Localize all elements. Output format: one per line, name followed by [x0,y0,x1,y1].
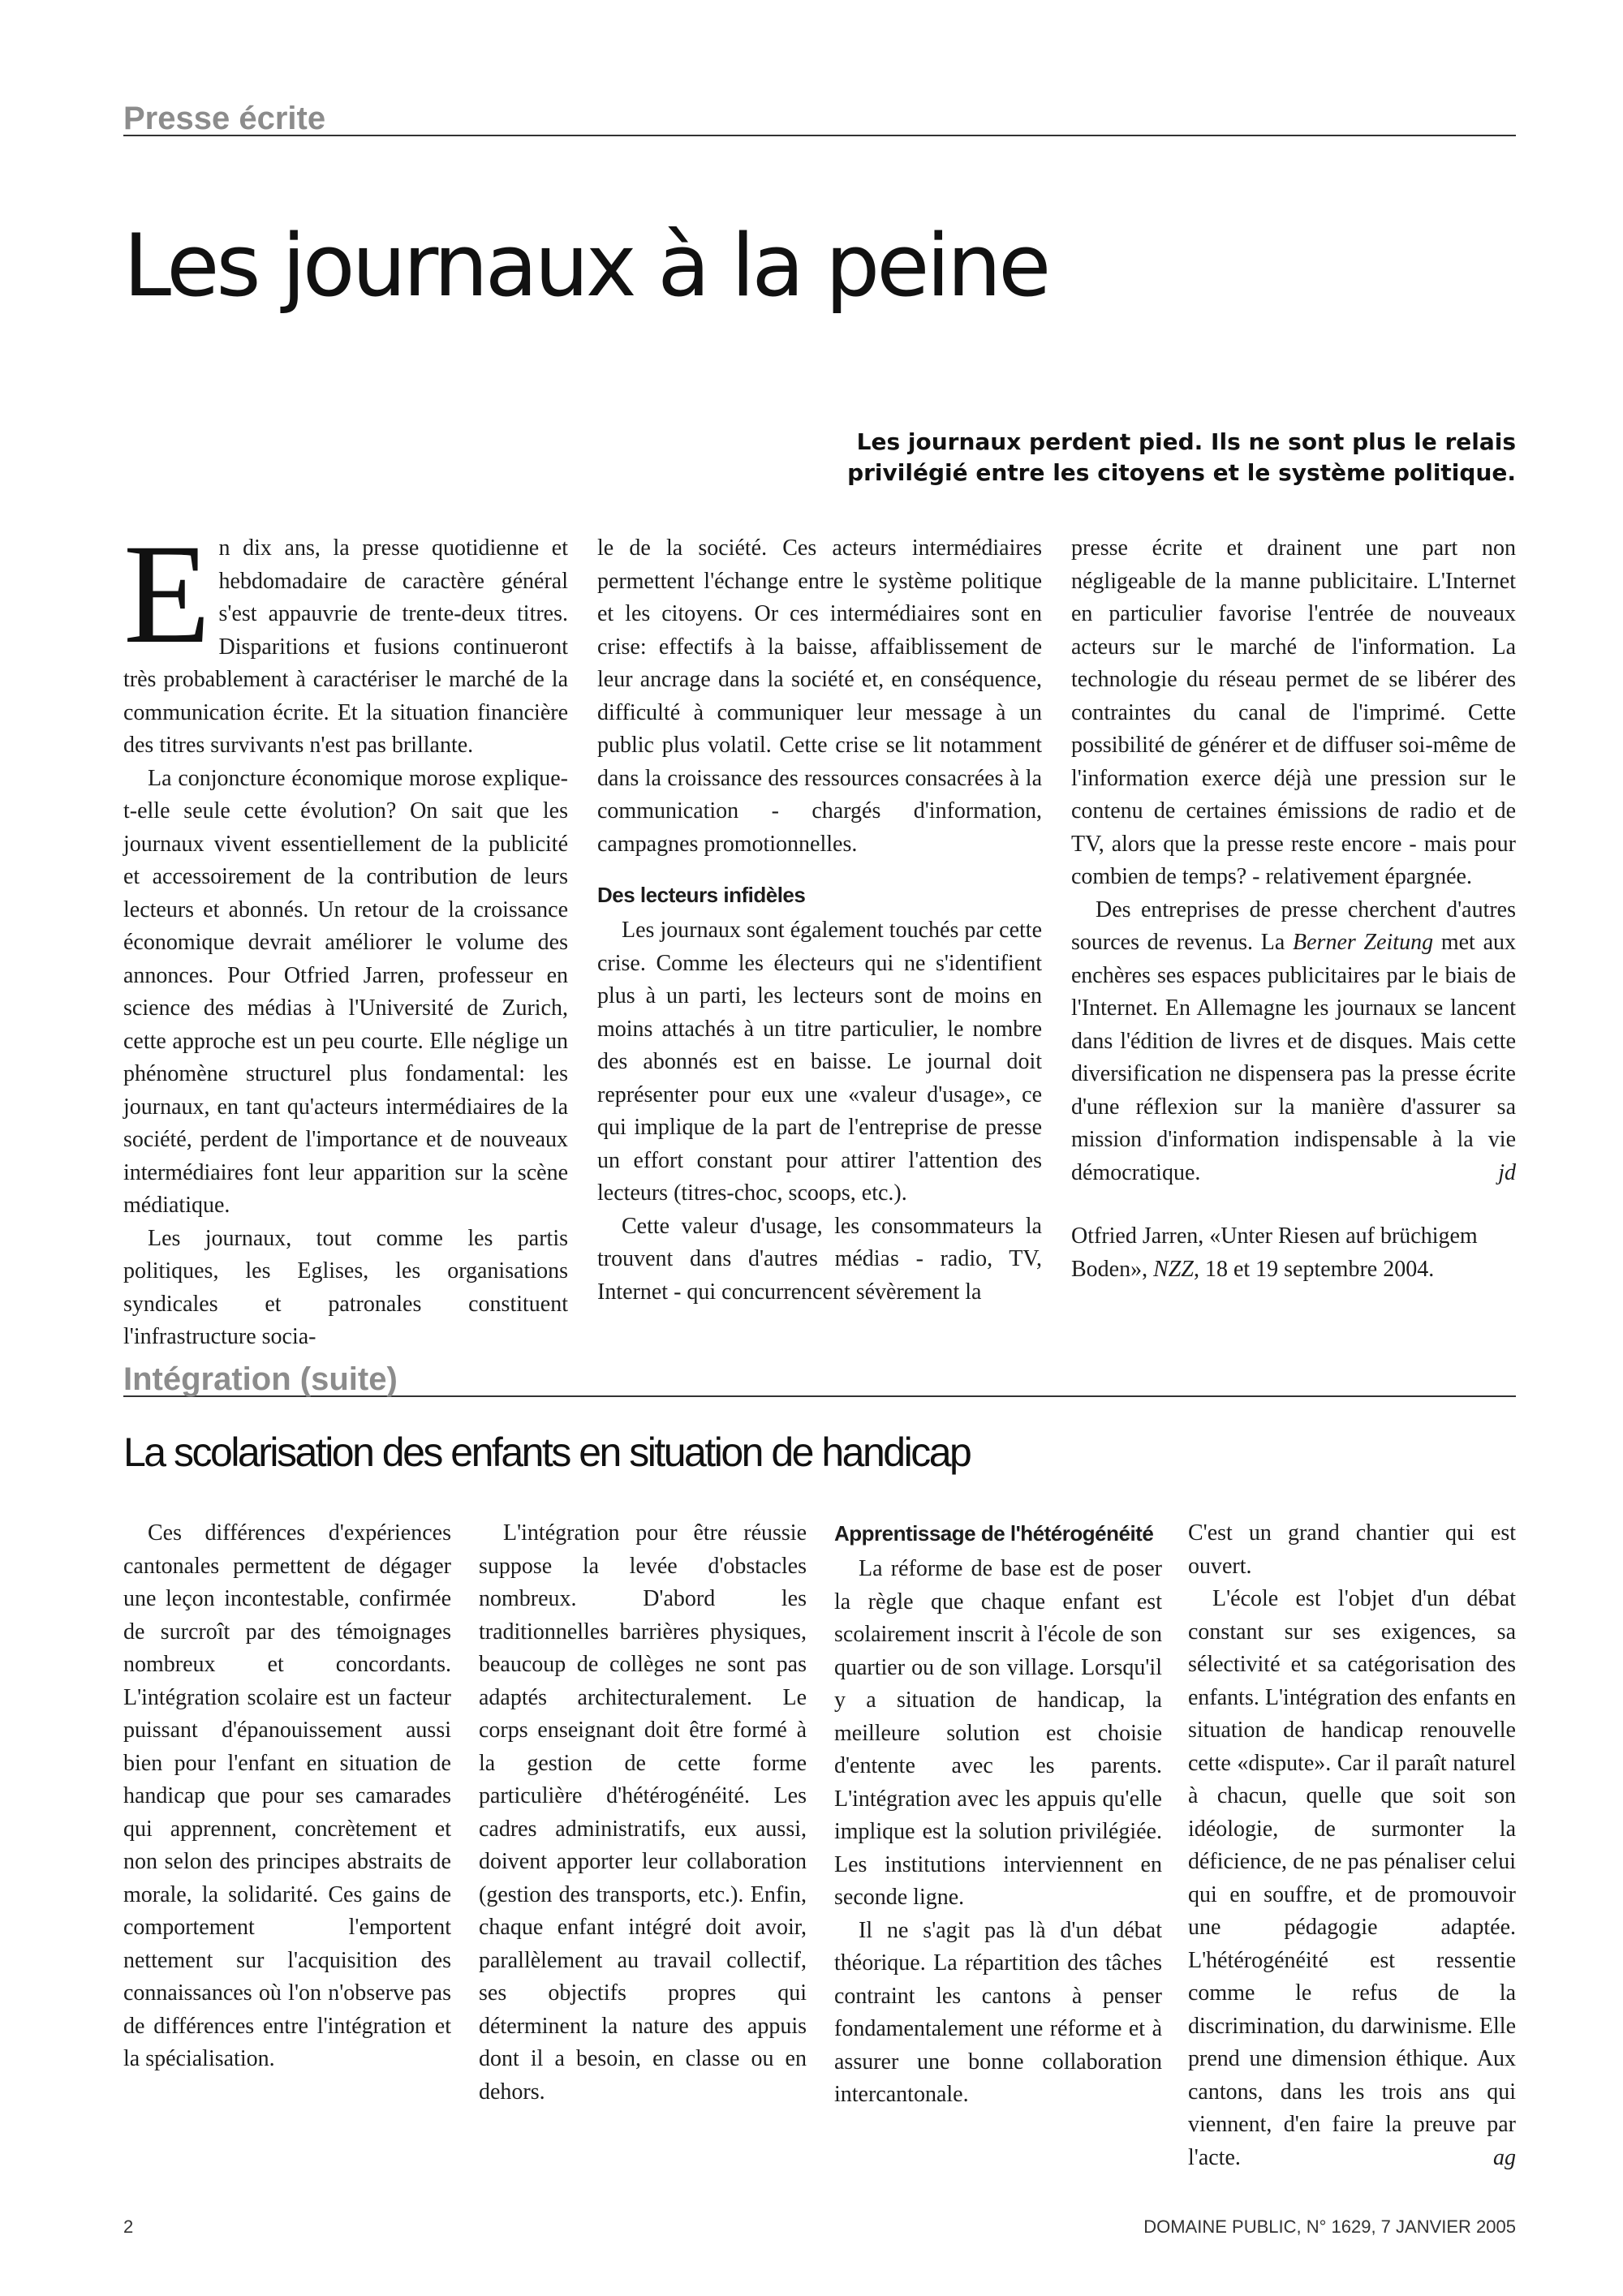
article2-column-3 [834,1517,1162,2112]
drop-cap: E [123,515,211,673]
publication-info: DOMAINE PUBLIC, N° 1629, 7 JANVIER 2005 [1143,2216,1516,2237]
article2-column-4 [1188,1517,1516,2174]
subheading: Des lecteurs infidèles [597,883,806,907]
paragraph: Cette valeur d'usage, les consommateurs la trouvent dans d'autres médias - radio, TV, Internet - qui concurrencent sévèrement la [597,1213,1042,1305]
paragraph: Il ne s'agit pas là d'un débat théorique. La répartition des tâches contraint les cantons à penser fondamentalement une réforme et à assurer une bonne collaboration intercantonale. [834,1917,1162,2107]
article-headline: Les journaux à la peine [123,216,1048,316]
paragraph: Les journaux, tout comme les partis politiques, les Eglises, les organisations syndicales et patronales constituent l'infrastructure socia- [123,1225,568,1349]
reference-note: Otfried Jarren, «Unter Riesen auf brüchigem Boden», NZZ, 18 et 19 septembre 2004. [1071,1223,1478,1282]
section-label: Presse écrite [123,101,326,136]
author-signature: jd [1498,1159,1516,1185]
paragraph: L'intégration pour être réussie suppose la levée d'obstacles nombreux. D'abord les traditionnelles barrières physiques, beaucoup de collèges ne sont pas adaptés architecturalement. Le corps enseignant doit être formé à la gestion de cette forme particulière d'hétérogénéité. Les cadres administratifs, eux aussi, doivent apporter leur collaboration (gestion des transports, etc.). Enfin, chaque enfant intégré doit avoir, parallèlement au travail collectif, ses objectifs propres qui déterminent la nature des appuis dont il a besoin, en classe ou en dehors. [479,1520,807,2105]
newspaper-name: Berner Zeitung [1293,930,1434,955]
article1-column-1 [123,515,568,1354]
paragraph: Les journaux sont également touchés par cette crise. Comme les électeurs qui ne s'identifient plus à un parti, les lecteurs sont de moins en moins attachés à un titre particulier, le nombre des abonnés est en baisse. Le journal doit représenter pour eux une «valeur d'usage», ce qui implique de la part de l'entreprise de presse un effort constant pour attirer l'attention des lecteurs (titres-choc, scoops, etc.). [597,918,1042,1206]
paragraph: Ces différences d'expériences cantonales permettent de dégager une leçon incontestable, confirmée de surcroît par des témoignages nombreux et concordants. L'intégration scolaire est un facteur puissant d'épanouissement aussi bien pour l'enfant en situation de handicap que pour ses camarades qui apprennent, concrètement et non selon des principes abstraits de morale, la solidarité. Ces gains de comportement l'emportent nettement sur l'acquisition des connaissances où l'on n'observe pas de différences entre l'intégration et la spécialisation. [123,1520,451,2071]
paragraph: En dix ans, la presse quotidienne et hebdomadaire de caractère général s'est appauvrie de trente-deux titres. Disparitions et fusions continueront très probablement à caractériser le marché de la communication écrite. Et la situation financière des titres survivants n'est pas brillante. [123,515,568,758]
article-lede [730,427,1516,488]
article1-column-2 [597,532,1042,1309]
section-label: Intégration (suite) [123,1361,398,1397]
section-header-integration [123,1357,1516,1397]
paragraph: C'est un grand chantier qui est ouvert. [1188,1520,1516,1579]
lede-line-2: privilégié entre les citoyens et le système politique. [847,459,1516,486]
lede-line-1: Les journaux perdent pied. Ils ne sont plus le relais [856,428,1516,455]
paragraph: La réforme de base est de poser la règle que chaque enfant est scolairement inscrit à l'école de son quartier ou de son village. Lorsqu'il y a situation de handicap, la meilleure solution est choisie d'entente avec les parents. L'intégration avec les appuis qu'elle implique est la solution privilégiée. Les institutions interviennent en seconde ligne. [834,1556,1162,1910]
author-signature: ag [1493,2144,1516,2170]
paragraph: le de la société. Ces acteurs intermédiaires permettent l'échange entre le système politique et les citoyens. Or ces intermédiaires sont en crise: effectifs à la baisse, affaiblissement de leur ancrage dans la société et, en conséquence, difficulté à communiquer leur message à un public plus volatil. Cette crise se lit notamment dans la croissance des ressources consacrées à la communication - chargés d'information, campagnes promotionnelles. [597,535,1042,857]
paragraph: L'école est l'objet d'un débat constant sur ses exigences, sa sélectivité et sa catégorisation des enfants. L'intégration des enfants en situation de handicap renouvelle cette «dispute». Car il paraît naturel à chacun, quelle que soit son idéologie, de surmonter la déficience, de ne pas pénaliser celui qui en souffre, et de promouvoir une pédagogie adaptée. L'hétérogénéité est ressentie comme le refus de la discrimination, du darwinisme. Elle prend une dimension éthique. Aux cantons, dans les trois ans qui viennent, d'en faire la preuve par l'acte. ag [1188,1583,1516,2174]
article2-column-2 [479,1517,807,2109]
page-number: 2 [123,2216,134,2237]
paragraph: La conjoncture économique morose explique-t-elle seule cette évolution? On sait que les journaux vivent essentiellement de la publicité et accessoirement de la contribution de leurs lecteurs et abonnés. Un retour de la croissance économique devrait améliorer le volume des annonces. Pour Otfried Jarren, professeur en science des médias à l'Université de Zurich, cette approche est un peu courte. Elle néglige un phénomène structurel plus fondamental: les journaux, en tant qu'acteurs intermédiaires de la société, perdent de l'importance et de nouveaux intermédiaires font leur apparition sur la scène médiatique. [123,765,568,1218]
article-title: La scolarisation des enfants en situation de handicap [123,1430,971,1475]
paragraph: Des entreprises de presse cherchent d'autres sources de revenus. La Berner Zeitung met aux enchères ses espaces publicitaires par le biais de l'Internet. En Allemagne les journaux se lancent dans l'édition de livres et de disques. Mais cette diversification ne dispensera pas la presse écrite d'une réflexion sur la manière d'assurer sa mission d'information indispensable à la vie démocratique. jd [1071,894,1516,1190]
article1-column-3 [1071,532,1516,1286]
article2-column-1 [123,1517,451,2076]
paragraph: presse écrite et drainent une part non négligeable de la manne publicitaire. L'Internet en particulier favorise l'entrée de nouveaux acteurs sur le marché de l'information. La technologie du réseau permet de se libérer des contraintes du canal de l'imprimé. Cette possibilité de générer et de diffuser soi-même de l'information exerce déjà une pression sur le contenu de certaines émissions de radio et de TV, alors que la presse reste encore - mais pour combien de temps? - relativement épargnée. [1071,535,1516,889]
subheading: Apprentissage de l'hétérogénéité [834,1521,1154,1546]
section-header-presse-ecrite [123,96,1516,136]
